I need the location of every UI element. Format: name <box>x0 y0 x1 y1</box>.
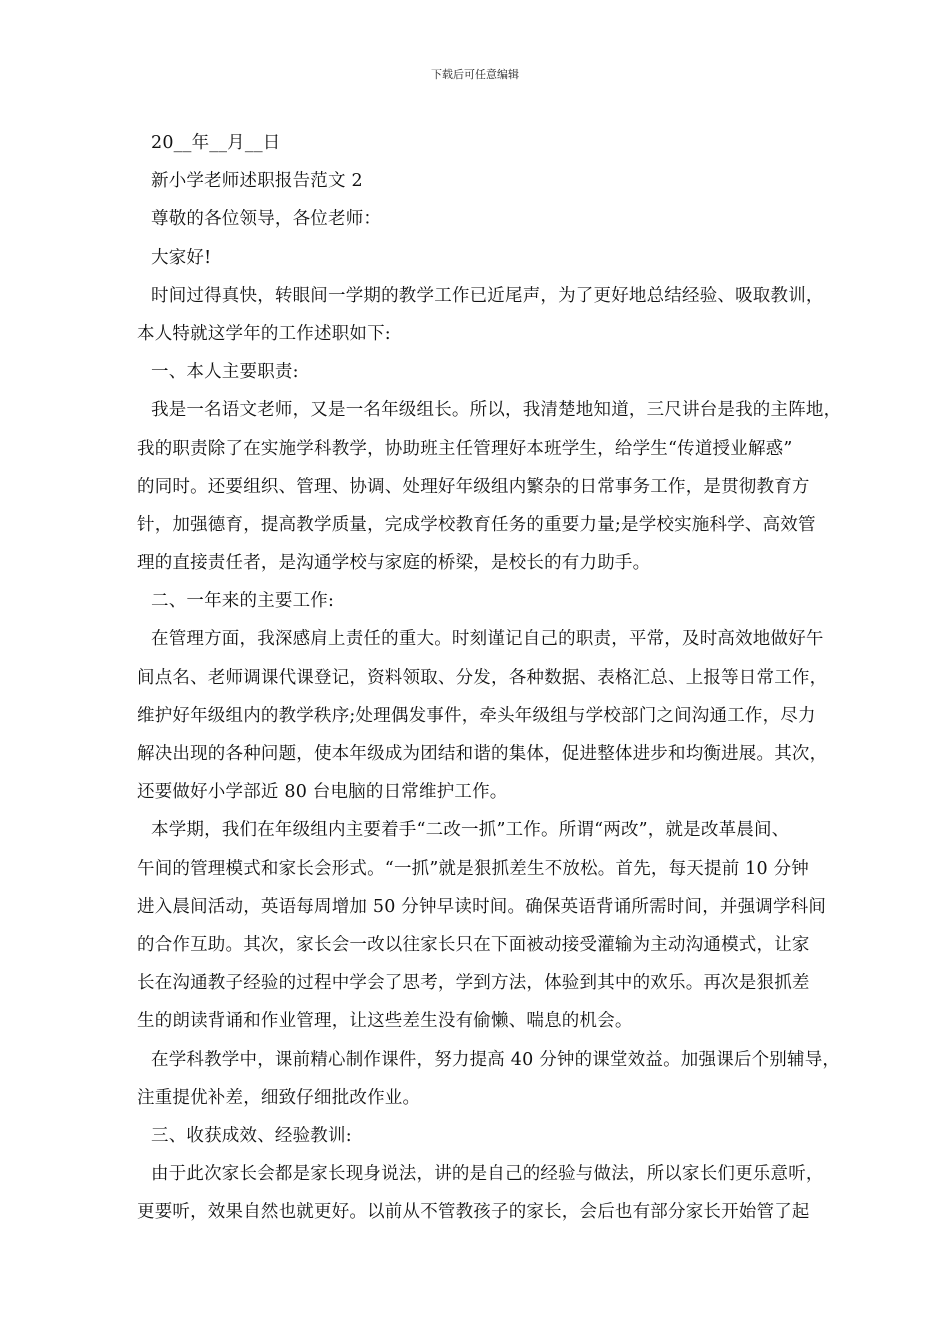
paragraph-line: 生的朗读背诵和作业管理，让这些差生没有偷懒、喘息的机会。 <box>137 1011 633 1032</box>
paragraph-line: 长在沟通教子经验的过程中学会了思考，学到方法，体验到其中的欢乐。再次是狠抓差 <box>137 973 810 994</box>
paragraph-line: 还要做好小学部近 80 台电脑的日常维护工作。 <box>137 782 508 803</box>
paragraph-line: 由于此次家长会都是家长现身说法，讲的是自己的经验与做法，所以家长们更乐意听， <box>151 1164 824 1185</box>
paragraph-line: 解决出现的各种问题，使本年级成为团结和谐的集体，促进整体进步和均衡进展。其次， <box>137 744 828 764</box>
page-header-note: 下载后可任意编辑 <box>431 68 519 81</box>
section-heading: 三、收获成效、经验教训: <box>151 1125 352 1146</box>
document-title: 新小学老师述职报告范文 2 <box>151 171 363 192</box>
greeting: 大家好! <box>151 247 212 268</box>
salutation: 尊敬的各位领导，各位老师： <box>151 209 382 230</box>
paragraph-line: 在管理方面，我深感肩上责任的重大。时刻谨记自己的职责，平常，及时高效地做好午 <box>151 629 824 650</box>
paragraph-line: 本学期，我们在年级组内主要着手“二改一抓”工作。所谓“两改”，就是改革晨间、 <box>151 820 790 841</box>
paragraph-line: 午间的管理模式和家长会形式。“一抓”就是狠抓差生不放松。首先，每天提前 10 分钟 <box>137 858 809 879</box>
paragraph-line: 注重提优补差，细致仔细批改作业。 <box>137 1087 421 1108</box>
paragraph-line: 更要听，效果自然也就更好。以前从不管教孩子的家长，会后也有部分家长开始管了起 <box>137 1202 810 1223</box>
paragraph-line: 的同时。还要组织、管理、协调、处理好年级组内繁杂的日常事务工作，是贯彻教育方 <box>137 476 810 497</box>
date-line: 20__年__月__日 <box>151 133 281 153</box>
paragraph-line: 本人特就这学年的工作述职如下: <box>137 323 391 344</box>
paragraph-line: 进入晨间活动，英语每周增加 50 分钟早读时间。确保英语背诵所需时间，并强调学科间 <box>137 896 827 917</box>
paragraph-line: 时间过得真快，转眼间一学期的教学工作已近尾声，为了更好地总结经验、吸取教训， <box>151 285 824 306</box>
paragraph-line: 在学科教学中，课前精心制作课件，努力提高 40 分钟的课堂效益。加强课后个别辅导， <box>151 1049 841 1070</box>
paragraph-line: 我的职责除了在实施学科教学，协助班主任管理好本班学生，给学生“传道授业解惑” <box>137 438 793 459</box>
section-heading: 二、一年来的主要工作: <box>151 591 335 612</box>
paragraph-line: 理的直接责任者，是沟通学校与家庭的桥梁，是校长的有力助手。 <box>137 553 651 574</box>
paragraph-line: 针，加强德育，提高教学质量，完成学校教育任务的重要力量;是学校实施科学、高效管 <box>137 514 816 535</box>
section-heading: 一、本人主要职责: <box>151 362 299 383</box>
paragraph-line: 的合作互助。其次，家长会一改以往家长只在下面被动接受灌输为主动沟通模式，让家 <box>137 934 810 955</box>
paragraph-line: 我是一名语文老师，又是一名年级组长。所以，我清楚地知道，三尺讲台是我的主阵地， <box>151 400 842 421</box>
paragraph-line: 维护好年级组内的教学秩序;处理偶发事件，牵头年级组与学校部门之间沟通工作，尽力 <box>137 705 816 726</box>
paragraph-line: 间点名、老师调课代课登记，资料领取、分发，各种数据、表格汇总、上报等日常工作， <box>137 667 828 688</box>
document-body <box>137 124 889 1231</box>
